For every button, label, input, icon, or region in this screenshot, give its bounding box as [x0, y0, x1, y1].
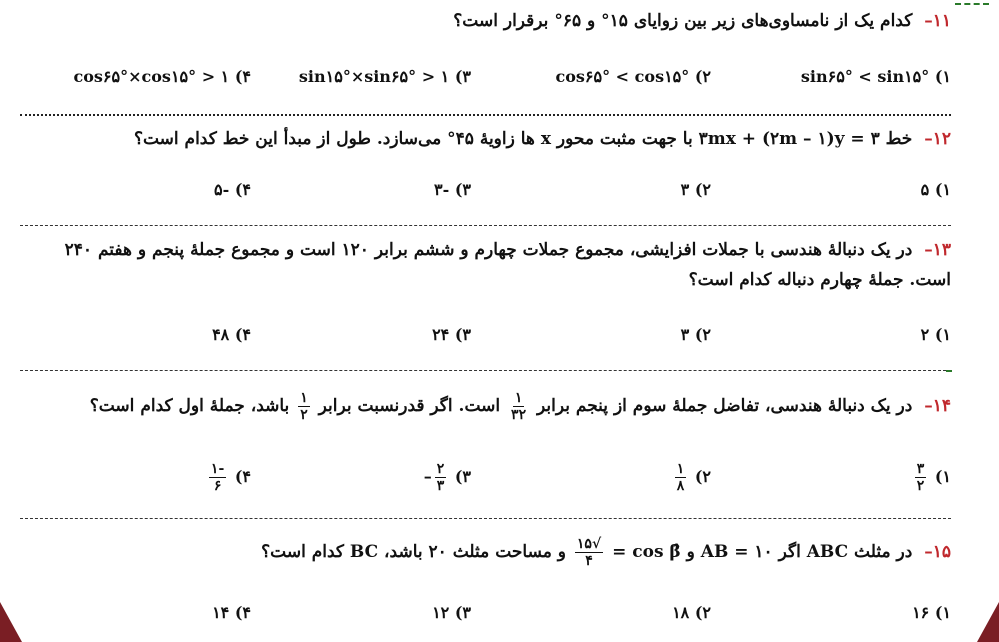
question-number: ۱۴–: [924, 396, 951, 416]
option-label: ۱): [934, 467, 951, 486]
divider: [20, 370, 951, 371]
divider: [20, 225, 951, 226]
question-text: خط ۳mx + (۲m – ۱)y = ۳ با جهت مثبت محور x ها زاویهٔ ۴۵° می‌سازد. طول از مبدأ این خط کدام است؟: [133, 129, 913, 149]
question-number: ۱۵–: [924, 542, 951, 562]
question-number: ۱۲–: [924, 129, 951, 149]
option-1[interactable]: ۱) ۵: [920, 180, 951, 199]
option-2[interactable]: ۲) cos۶۵° < cos۱۵°: [555, 67, 711, 86]
fraction: [209, 461, 226, 494]
denominator: ۳: [436, 478, 445, 494]
numerator: √۱۵: [576, 536, 602, 552]
option-3[interactable]: ۳) ۲۴: [432, 325, 471, 344]
option-1[interactable]: ۱) ۲: [920, 325, 951, 344]
numerator: ۲: [436, 461, 445, 477]
option-3[interactable]: [251, 455, 471, 499]
numerator: ۳: [916, 461, 925, 477]
question-13: [20, 235, 951, 295]
divider: [20, 114, 951, 116]
denominator: ۲: [300, 407, 308, 423]
option-2[interactable]: ۲) ۱۸: [672, 603, 711, 622]
fraction: [435, 461, 447, 494]
fraction: [675, 461, 687, 494]
option-1[interactable]: [731, 455, 951, 499]
numerator: ۱: [514, 390, 523, 406]
numerator: ۱: [676, 461, 685, 477]
question-text: و مساحت مثلث ۲۰ باشد، BC کدام است؟: [261, 542, 566, 562]
option-1[interactable]: ۱) ۱۶: [912, 603, 951, 622]
question-number: ۱۱–: [924, 11, 951, 31]
fraction: [298, 390, 310, 423]
option-2[interactable]: [491, 455, 711, 499]
option-1[interactable]: ۱) sin۶۵° < sin۱۵°: [800, 67, 951, 86]
option-2[interactable]: ۲) ۳: [680, 180, 711, 199]
fraction: [575, 536, 603, 569]
option-4[interactable]: ۴) cos۶۵°×cos۱۵° > ۱: [73, 67, 251, 86]
option-4[interactable]: ۴) ۴۸: [212, 325, 251, 344]
options-13: [20, 318, 951, 352]
options-11: [20, 60, 951, 94]
fraction: [509, 390, 528, 423]
option-label: ۴): [234, 467, 251, 486]
option-4[interactable]: ۴) -۵: [214, 180, 251, 199]
question-text: در یک دنبالهٔ هندسی، تفاضل جملهٔ سوم از پنجم برابر: [537, 396, 913, 416]
question-11: [20, 6, 951, 36]
green-mark: [955, 3, 989, 5]
question-text: در مثلث ABC اگر AB = ۱۰ و cos β̂ =: [612, 542, 913, 562]
fraction: [915, 461, 927, 494]
question-text: در یک دنبالهٔ هندسی با جملات افزایشی، مجموع جملات چهارم و ششم برابر ۱۲۰ است و مجموع جملهٔ پنجم و هفتم ۲۴۰ است. جملهٔ چهارم دنباله کدام است؟: [64, 240, 951, 290]
denominator: ۲: [916, 478, 925, 494]
question-number: ۱۳–: [924, 240, 951, 260]
green-mark: [946, 370, 952, 372]
options-12: [20, 173, 951, 207]
option-4[interactable]: [31, 455, 251, 499]
option-3[interactable]: ۳) ۱۲: [432, 603, 471, 622]
denominator: ۳۲: [511, 407, 527, 423]
question-text: باشد، جملهٔ اول کدام است؟: [89, 396, 290, 416]
option-label: ۳): [454, 467, 471, 486]
denominator: ۶: [213, 478, 222, 494]
denominator: ۴: [585, 553, 593, 569]
question-12: [20, 124, 951, 154]
question-15: [20, 530, 951, 574]
numerator: ۱: [300, 390, 308, 406]
denominator: ۸: [676, 478, 685, 494]
corner-decoration: [0, 602, 22, 642]
question-text: کدام یک از نامساوی‌های زیر بین زوایای ۱۵° و ۶۵° برقرار است؟: [453, 11, 913, 31]
question-14: [20, 386, 951, 426]
option-3[interactable]: ۳) -۳: [434, 180, 471, 199]
option-label: ۲): [694, 467, 711, 486]
options-14: [20, 455, 951, 499]
minus-sign: –: [423, 467, 432, 486]
numerator: -۱: [210, 461, 225, 477]
question-text: است. اگر قدرنسبت برابر: [318, 396, 501, 416]
option-3[interactable]: ۳) sin۱۵°×sin۶۵° > ۱: [298, 67, 471, 86]
option-4[interactable]: ۴) ۱۴: [212, 603, 251, 622]
option-2[interactable]: ۲) ۳: [680, 325, 711, 344]
corner-decoration: [977, 602, 999, 642]
divider: [20, 518, 951, 519]
options-15: [20, 596, 951, 630]
